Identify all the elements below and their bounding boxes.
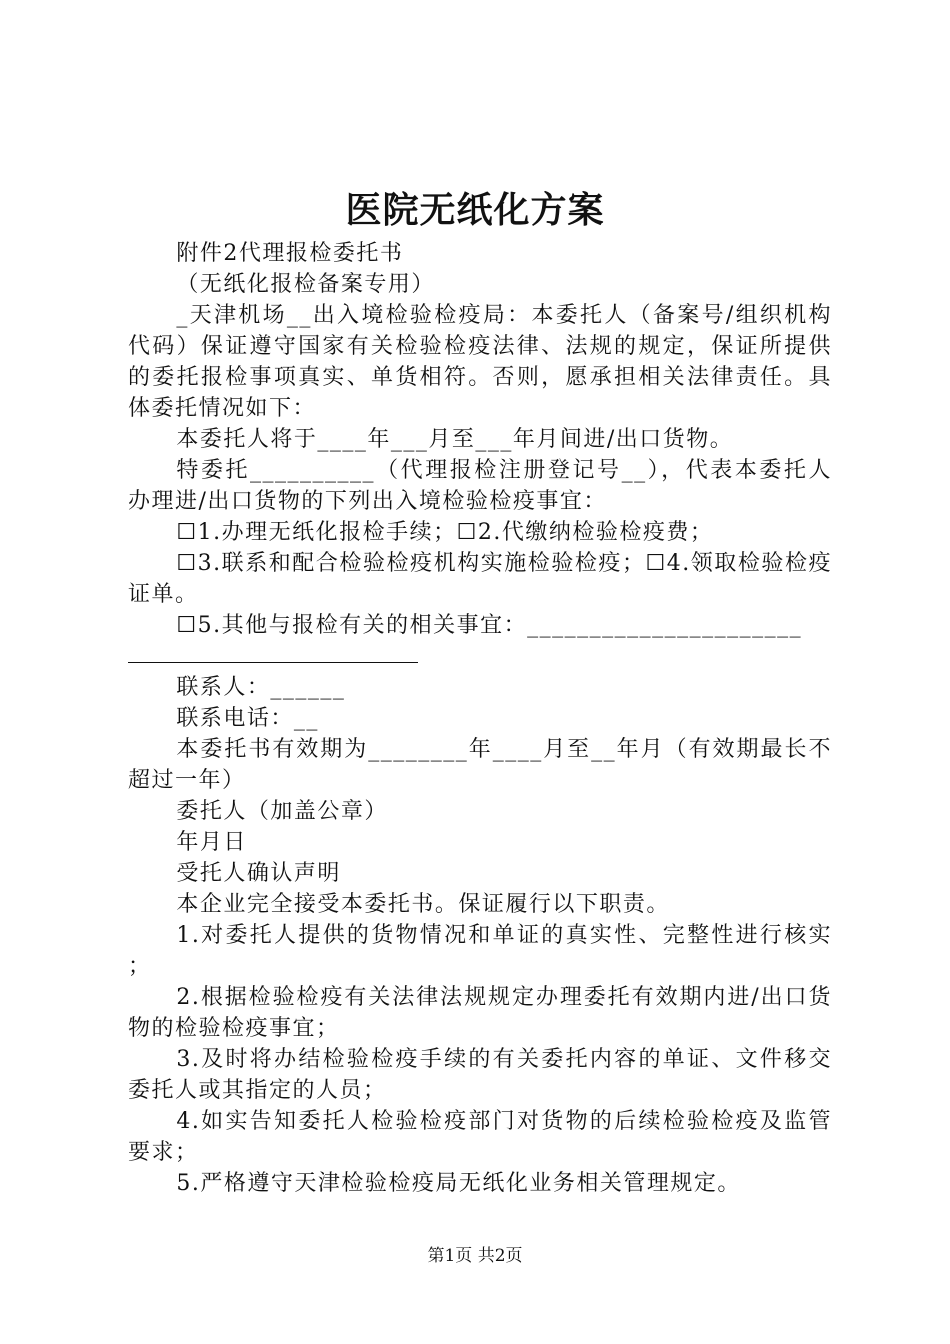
checkbox-items-1-2: ☐1.办理无纸化报检手续；☐2.代缴纳检验检疫费；	[176, 520, 714, 545]
import-export-period: 本委托人将于____年___月至___年月间进/出口货物。	[176, 427, 734, 452]
trustee-acceptance: 本企业完全接受本委托书。保证履行以下职责。	[176, 892, 670, 917]
attachment-heading: 附件2代理报检委托书	[176, 241, 404, 266]
trustee-declaration-heading: 受托人确认声明	[176, 861, 341, 886]
contact-phone: 联系电话：__	[176, 706, 319, 731]
checkbox-item-5: ☐5.其他与报检有关的相关事宜：______________________	[176, 613, 803, 638]
validity-period: 本委托书有效期为________年____月至__年月（有效期最长不超过一年）	[128, 737, 832, 793]
agent-designation: 特委托__________（代理报检注册登记号__），代表本委托人办理进/出口货物的下列出入境检验检疫事宜：	[128, 458, 832, 514]
duty-item-1: 1.对委托人提供的货物情况和单证的真实性、完整性进行核实；	[128, 923, 832, 979]
contact-person: 联系人：______	[176, 675, 346, 700]
commitment-paragraph: _天津机场__出入境检验检疫局：本委托人（备案号/组织机构代码）保证遵守国家有关检验检疫法律、法规的规定，保证所提供的委托报检事项真实、单货相符。否则，愿承担相关法律责任。具体委托情况如下：	[128, 303, 832, 421]
document-body	[128, 238, 832, 1199]
date-line: 年月日	[176, 830, 247, 855]
duty-item-4: 4.如实告知委托人检验检疫部门对货物的后续检验检疫及监管要求；	[128, 1109, 832, 1165]
underline-rule	[128, 642, 418, 663]
document-title: 医院无纸化方案	[345, 189, 605, 231]
principal-seal: 委托人（加盖公章）	[176, 799, 388, 824]
duty-item-2: 2.根据检验检疫有关法律法规规定办理委托有效期内进/出口货物的检验检疫事宜；	[128, 985, 832, 1041]
page-footer: 第1页 共2页	[427, 1246, 523, 1266]
attachment-subheading: （无纸化报检备案专用）	[176, 272, 435, 297]
fill-in-line	[128, 641, 832, 672]
checkbox-items-3-4: ☐3.联系和配合检验检疫机构实施检验检疫；☐4.领取检验检疫证单。	[128, 551, 832, 607]
duty-item-5: 5.严格遵守天津检验检疫局无纸化业务相关管理规定。	[176, 1171, 741, 1196]
duty-item-3: 3.及时将办结检验检疫手续的有关委托内容的单证、文件移交委托人或其指定的人员；	[128, 1047, 832, 1103]
